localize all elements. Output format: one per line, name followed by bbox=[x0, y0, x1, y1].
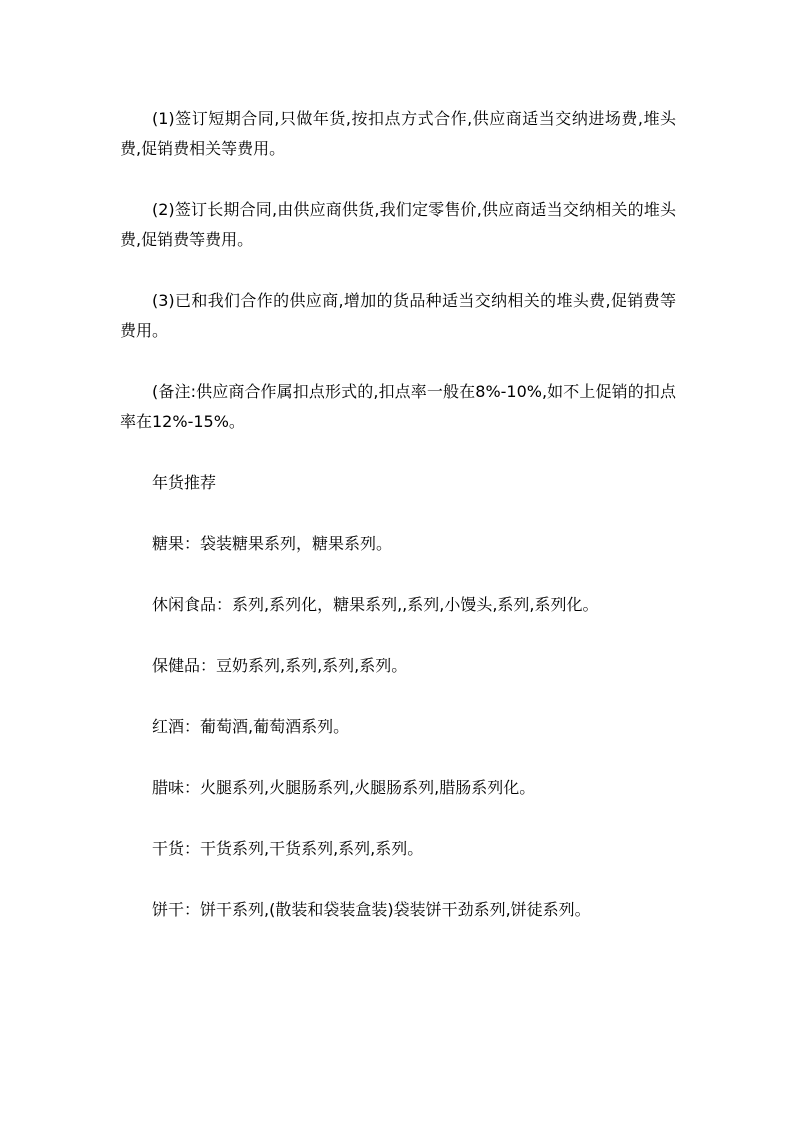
paragraph-short-term-contract: (1)签订短期合同,只做年货,按扣点方式合作,供应商适当交纳进场费,堆头费,促销费相关等费用。 bbox=[120, 109, 676, 158]
paragraph-long-term-contract: (2)签订长期合同,由供应商供货,我们定零售价,供应商适当交纳相关的堆头费,促销费等费用。 bbox=[120, 200, 676, 249]
list-item-cured-meat: 腊味：火腿系列,火腿肠系列,火腿肠系列,腊肠系列化。 bbox=[152, 778, 536, 797]
list-item-snacks: 休闲食品：系列,系列化，糖果系列,,系列,小馒头,系列,系列化。 bbox=[152, 595, 599, 614]
list-item-candy: 糖果：袋装糖果系列，糖果系列。 bbox=[152, 534, 393, 553]
list-item-red-wine: 红酒：葡萄酒,葡萄酒系列。 bbox=[152, 717, 350, 736]
list-item-dried-goods: 干货：干货系列,干货系列,系列,系列。 bbox=[152, 839, 424, 858]
section-heading-new-year-goods: 年货推荐 bbox=[152, 473, 217, 492]
paragraph-existing-suppliers: (3)已和我们合作的供应商,增加的货品种适当交纳相关的堆头费,促销费等费用。 bbox=[120, 291, 676, 340]
paragraph-note: (备注:供应商合作属扣点形式的,扣点率一般在8%-10%,如不上促销的扣点率在12%-15%。 bbox=[120, 382, 676, 431]
document-body bbox=[120, 104, 676, 956]
list-item-biscuits: 饼干：饼干系列,(散装和袋装盒装)袋装饼干劲系列,饼徒系列。 bbox=[152, 900, 591, 919]
list-item-health-products: 保健品：豆奶系列,系列,系列,系列。 bbox=[152, 656, 408, 675]
